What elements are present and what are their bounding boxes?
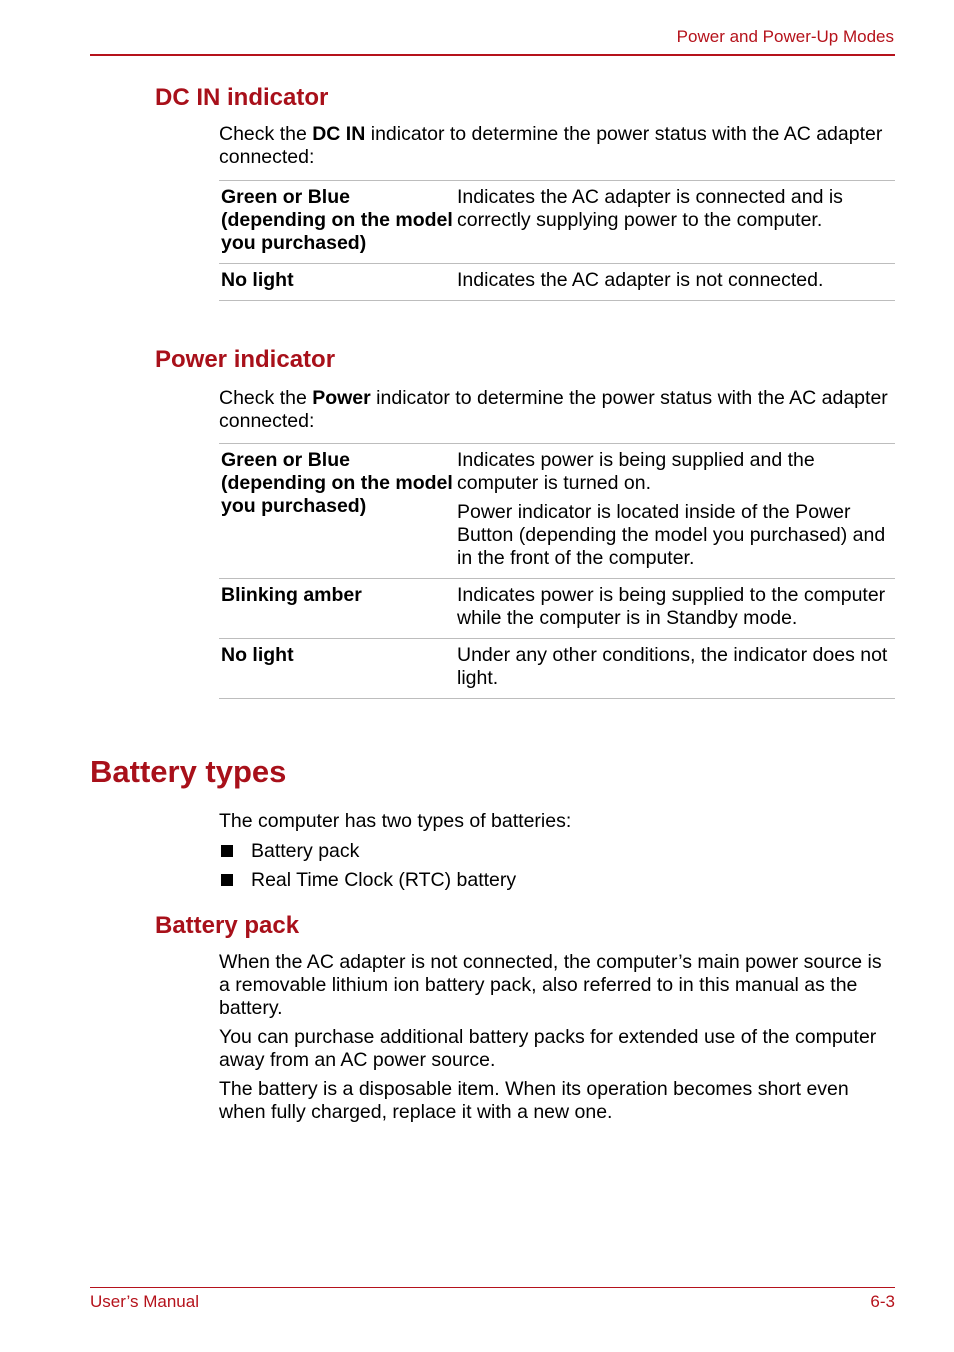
list-item: [219, 869, 895, 892]
table-term: Blinking amber: [219, 579, 457, 639]
dc-in-intro: [219, 123, 895, 169]
desc-text: Indicates power is being supplied to the computer while the computer is in Standby mode.: [457, 584, 886, 629]
table-desc: [457, 264, 895, 301]
header-rule: [90, 54, 895, 56]
battery-types-heading: Battery types: [90, 754, 287, 789]
dc-in-intro-before: Check the: [219, 123, 313, 145]
footer-rule: [90, 1287, 895, 1288]
power-intro-after: indicator to determine the power status with the AC adapter connected:: [219, 387, 888, 432]
battery-pack-paragraph: The battery is a disposable item. When its operation becomes short even when fully charged, replace it with a new one.: [219, 1078, 849, 1123]
running-header: Power and Power-Up Modes: [676, 27, 894, 46]
table-row: [219, 264, 895, 301]
page-number: 6-3: [870, 1292, 895, 1311]
battery-pack-heading: Battery pack: [155, 912, 300, 939]
desc-text: Indicates the AC adapter is connected and is correctly supplying power to the computer.: [457, 186, 843, 231]
bullet-square-icon: [221, 845, 233, 857]
desc-text: Indicates power is being supplied and the computer is turned on.: [457, 449, 815, 494]
table-row: [219, 444, 895, 579]
table-term: Green or Blue (depending on the model you purchased): [219, 444, 457, 579]
desc-text: Power indicator is located inside of the Power Button (depending the model you purchased) and in the front of the computer.: [457, 501, 886, 569]
list-item: [219, 840, 895, 863]
power-intro-before: Check the: [219, 387, 313, 409]
table-desc: [457, 579, 895, 639]
dc-in-table: [219, 180, 895, 301]
table-desc: [457, 444, 895, 579]
power-table: [219, 443, 895, 699]
power-heading: Power indicator: [155, 346, 336, 373]
desc-text: Under any other conditions, the indicator does not light.: [457, 644, 888, 689]
dc-in-intro-bold: DC IN: [312, 123, 366, 145]
table-desc: [457, 639, 895, 699]
battery-pack-paragraph: When the AC adapter is not connected, the computer’s main power source is a removable lithium ion battery pack, also referred to in this manual as the battery.: [219, 951, 882, 1019]
table-row: [219, 579, 895, 639]
table-row: [219, 181, 895, 264]
dc-in-intro-after: indicator to determine the power status with the AC adapter connected:: [219, 123, 883, 168]
battery-types-intro: The computer has two types of batteries:: [219, 810, 572, 832]
table-term: No light: [219, 264, 457, 301]
list-item-text: Battery pack: [251, 840, 360, 862]
battery-pack-paragraph: You can purchase additional battery packs for extended use of the computer away from an AC power source.: [219, 1026, 877, 1071]
footer-manual-title: User’s Manual: [90, 1292, 199, 1311]
desc-text: Indicates the AC adapter is not connected.: [457, 269, 824, 291]
battery-types-list: [219, 840, 895, 898]
power-intro-bold: Power: [312, 387, 371, 409]
power-intro: [219, 387, 895, 433]
table-term: Green or Blue (depending on the model you purchased): [219, 181, 457, 264]
list-item-text: Real Time Clock (RTC) battery: [251, 869, 517, 891]
dc-in-heading: DC IN indicator: [155, 84, 329, 111]
table-term: No light: [219, 639, 457, 699]
bullet-square-icon: [221, 874, 233, 886]
table-row: [219, 639, 895, 699]
table-desc: [457, 181, 895, 264]
